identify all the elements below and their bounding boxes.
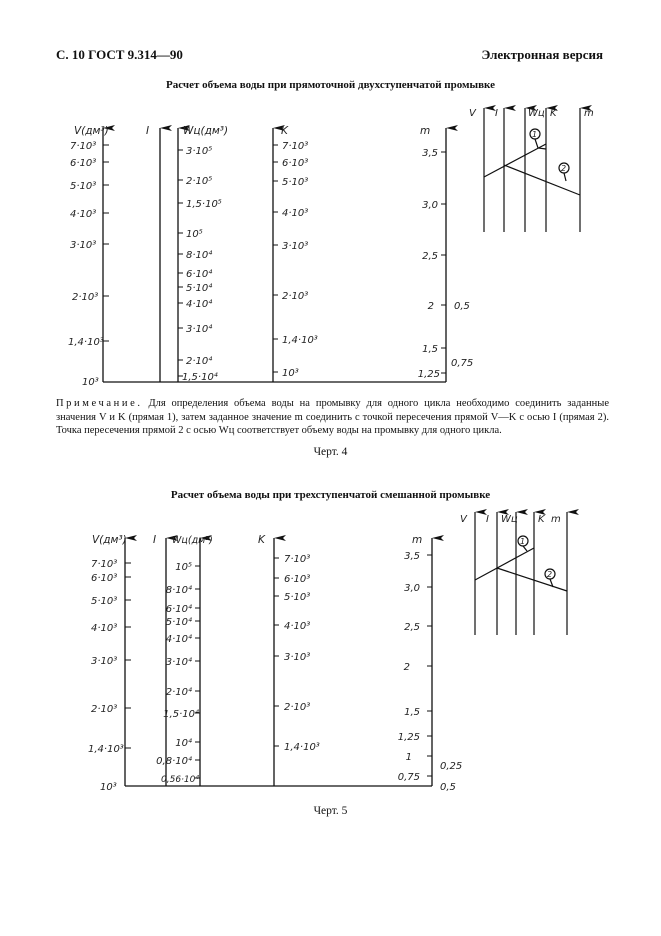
- fig5-k-label: 3·10³: [284, 652, 311, 663]
- fig5-v-label: 6·10³: [91, 573, 118, 584]
- fig4-axis-i-label: I: [146, 125, 150, 137]
- fig5-inset-axis-label: V: [460, 514, 467, 525]
- fig4-w-labels: [182, 146, 222, 383]
- fig5-k-label: 5·10³: [284, 592, 311, 603]
- fig5-v-label: 5·10³: [91, 596, 118, 607]
- fig5-k-labels: [284, 554, 320, 753]
- fig5-inset-line-label: 2: [547, 570, 553, 579]
- fig4-v-label: 10³: [82, 377, 99, 388]
- fig4-note-lead: Примечание.: [56, 398, 143, 409]
- fig4-k-label: 7·10³: [282, 141, 309, 152]
- fig5-m-label: 2,5: [404, 622, 420, 633]
- fig4-inset-axis-label: Wц: [528, 108, 545, 119]
- fig5-m-label: 2: [403, 662, 410, 673]
- fig4-axis-v-label: V(дм³): [74, 125, 109, 137]
- fig4-w-label: 6·10⁴: [186, 269, 213, 280]
- fig4-m-label: 2,5: [422, 251, 438, 262]
- fig4-inset-axis-label: m: [584, 108, 594, 119]
- fig4-m-label: 3,5: [422, 148, 438, 159]
- fig4-m-label: 1,25: [417, 369, 440, 380]
- fig4-w-label: 5·10⁴: [186, 283, 213, 294]
- fig5-title: Расчет объема воды при трехступенчатой смешанной промывке: [170, 489, 491, 501]
- fig4-v-labels: [68, 141, 104, 388]
- fig5-v-label: 2·10³: [91, 704, 118, 715]
- fig5-v-label: 4·10³: [91, 623, 118, 634]
- fig4-axis-k-label: K: [281, 125, 288, 137]
- page-header-left: С. 10 ГОСТ 9.314—90: [56, 47, 183, 62]
- fig4-v-label: 7·10³: [70, 141, 97, 152]
- fig4-w-label: 1,5·10⁵: [186, 199, 222, 210]
- fig4-m-label: 1,5: [422, 344, 438, 355]
- fig5-inset-axis-label: K: [538, 514, 545, 525]
- fig5-m2-label: 0,5: [440, 782, 456, 793]
- fig5-w-label: 8·10⁴: [165, 585, 192, 596]
- fig4-v-label: 5·10³: [70, 181, 97, 192]
- fig5-inset-line-2: [497, 568, 567, 591]
- fig4-w-label: 3·10⁵: [186, 146, 213, 157]
- fig5-w-label: 10⁵: [175, 562, 192, 573]
- fig5-m2-label: 0,25: [440, 761, 463, 772]
- fig4-m-label: 2: [427, 301, 434, 312]
- fig5-m-label: 3,0: [404, 583, 420, 594]
- fig5-v-label: 7·10³: [91, 559, 118, 570]
- fig4-w-label: 3·10⁴: [186, 324, 213, 335]
- fig4-title: Расчет объема воды при прямоточной двухступенчатой промывке: [165, 79, 495, 91]
- fig4-k-label: 1,4·10³: [282, 335, 318, 346]
- fig4-k-label: 6·10³: [282, 158, 309, 169]
- fig5-w-label: 10⁴: [175, 738, 192, 749]
- fig5-inset-axis-label: m: [551, 514, 561, 525]
- fig5-axis-i-label: I: [153, 534, 157, 546]
- fig5-caption: Черт. 5: [313, 805, 348, 817]
- fig4-inset-axis-label: K: [550, 108, 557, 119]
- fig4-w-label: 4·10⁴: [186, 299, 213, 310]
- fig4-v-label: 1,4·10³: [68, 337, 104, 348]
- fig4-m2-label: 0,5: [454, 301, 470, 312]
- fig4-axis-w-label: Wц(дм³): [183, 125, 229, 137]
- fig5-w-label: 4·10⁴: [165, 634, 192, 645]
- fig5-inset-axis-label: Wц: [501, 514, 518, 525]
- fig5-w-label: 6·10⁴: [165, 604, 192, 615]
- fig4-v-label: 4·10³: [70, 209, 97, 220]
- fig5-inset-axis-label: I: [486, 514, 489, 525]
- fig4-inset-line-label: 1: [532, 130, 538, 139]
- fig5-axis-w-label: Wц(дм³): [172, 535, 213, 546]
- fig4-k-label: 3·10³: [282, 241, 309, 252]
- fig4-k-label: 2·10³: [282, 291, 309, 302]
- fig5-inset-line-label: 1: [520, 537, 526, 546]
- fig4-w-label: 2·10⁴: [186, 356, 213, 367]
- fig5-inset-line-1: [475, 548, 534, 580]
- fig5-m-label: 1: [405, 752, 412, 763]
- fig5-w-label: 3·10⁴: [165, 657, 192, 668]
- fig5-v-label: 10³: [100, 782, 117, 793]
- fig5-w-label: 0,8·10⁴: [156, 756, 192, 767]
- fig5-w-labels: [156, 562, 199, 785]
- fig4-k-label: 4·10³: [282, 208, 309, 219]
- fig5-m-label: 1,5: [404, 707, 420, 718]
- fig5-k-label: 1,4·10³: [284, 742, 320, 753]
- fig4-inset-line-1: [484, 144, 546, 177]
- fig4-inset-axis-label: V: [469, 108, 476, 119]
- fig5-w-label: 1,5·10⁴: [163, 709, 199, 720]
- fig4-v-label: 2·10³: [72, 292, 99, 303]
- fig4-caption: Черт. 4: [313, 446, 348, 458]
- fig5-w-label: 5·10⁴: [165, 617, 192, 628]
- fig4-k-label: 5·10³: [282, 177, 309, 188]
- fig4-w-label: 8·10⁴: [186, 250, 213, 261]
- fig4-nomogram: [103, 128, 446, 382]
- fig5-k-label: 6·10³: [284, 574, 311, 585]
- fig5-w-label: 0,56·10⁴: [161, 775, 199, 785]
- fig4-k-label: 10³: [282, 368, 299, 379]
- fig5-k-label: 2·10³: [284, 702, 311, 713]
- fig4-w-label: 2·10⁵: [186, 176, 213, 187]
- fig4-inset-line-label: 2: [561, 164, 567, 173]
- fig5-v-label: 3·10³: [91, 656, 118, 667]
- fig5-w-label: 2·10⁴: [165, 687, 192, 698]
- fig5-axis-v-label: V(дм³): [92, 534, 127, 546]
- fig4-w-label: 1,5·10⁴: [182, 372, 218, 383]
- fig5-axis-m-label: m: [412, 534, 423, 546]
- page-header-right: Электронная версия: [481, 47, 603, 62]
- fig4-m-label: 3,0: [422, 200, 438, 211]
- fig4-v-label: 6·10³: [70, 158, 97, 169]
- fig4-w-label: 10⁵: [186, 229, 203, 240]
- fig5-inset: [475, 512, 567, 635]
- fig5-v-labels: [88, 559, 124, 793]
- fig5-k-label: 7·10³: [284, 554, 311, 565]
- fig4-note: [56, 397, 609, 438]
- fig5-v-label: 1,4·10³: [88, 744, 124, 755]
- fig5-m-label: 0,75: [397, 772, 420, 783]
- fig4-v-label: 3·10³: [70, 240, 97, 251]
- fig4-inset-axis-label: I: [495, 108, 498, 119]
- fig5-axis-k-label: K: [258, 534, 265, 546]
- fig5-k-label: 4·10³: [284, 621, 311, 632]
- fig4-m2-label: 0,75: [451, 358, 474, 369]
- fig4-k-labels: [282, 141, 318, 379]
- fig4-axis-m-label: m: [420, 125, 431, 137]
- fig5-m-label: 1,25: [397, 732, 420, 743]
- fig4-note-text: Для определения объема воды на промывку для одного цикла необходимо соединить заданные значения V и K (прямая 1), затем заданное значение m соединить с точкой пересечения прямой V—K с осью I (прямая 2). Точка пересечения прямой 2 с осью Wц соответствует объему воды на промывку для одного цикла.: [56, 398, 610, 436]
- fig5-m-label: 3,5: [404, 551, 420, 562]
